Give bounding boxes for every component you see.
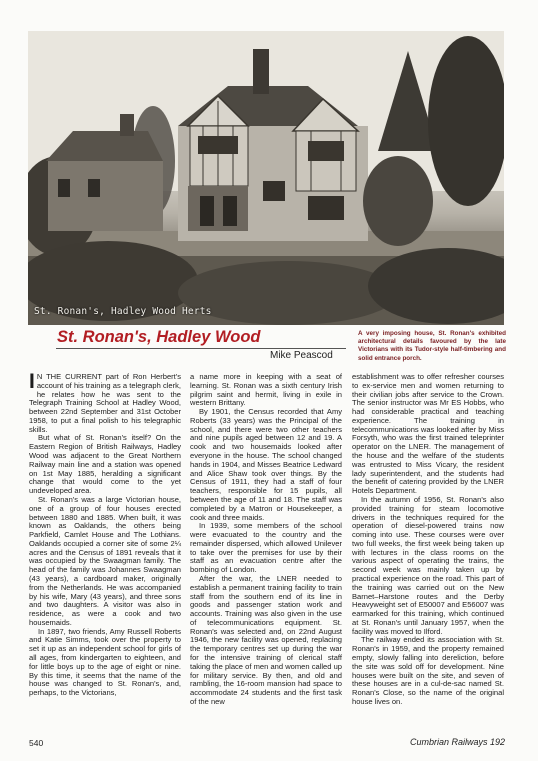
article-paragraph: establishment was to offer refresher courses to ex-service men and women returning to their civilian jobs after service to the Crown. The senior instructor was Mr ES Hobbs, who had considerable practical and teaching experience. The training in telecommunications was looked after by Miss Forsyth, who was the first trained teleprinter operator on the LNER. The management of the house and the welfare of the students was entrusted to Miss Vicary, the resident lady superintendent, and the students had the benefit of catering provided by the LNER Hotels Department. — [352, 372, 504, 496]
article-column-1 — [29, 370, 181, 698]
photo-side-caption: A very imposing house, St. Ronan's exhibited architectural details favoured by the late Victorians with its Tudor-style half-timbering and solid entrance porch. — [358, 330, 506, 362]
article-author: Mike Peascod — [270, 350, 333, 361]
article-paragraph: In the autumn of 1956, St. Ronan's also provided training for steam locomotive drivers in the techniques required for the operation of diesel-powered trains now coming into use. These courses were over two full weeks, the first week being taken up with lectures in the class rooms on the various aspect of operating the trains, the second week was mainly taken up by practical experience on the road. This part of the training was carried out on the New Barnet–Harstone routes and the Derby Heavyweight set of E50007 and E56007 was earmarked for this training, which continued at St. Ronan's until January 1957, when the facility was moved to Ilford. — [352, 494, 504, 636]
article-paragraph: In 1897, two friends, Amy Russell Roberts and Katie Simms, took over the property to set it up as an independent school for girls of all ages, from kindergarten to eighteen, and for little boys up to the age of eight or nine. By this time, it seems that the name of the house was changed to St. Ronan's, and, perhaps, to the Victorians, — [29, 626, 181, 698]
article-paragraph: In 1939, some members of the school were evacuated to the country and the remainder dispersed, which allowed Unilever to take over the premises for use by their staff as an evacuation centre after the bombing of London. — [190, 521, 342, 575]
article-paragraph: a name more in keeping with a seat of learning. St. Ronan was a sixth century Irish pilgrim saint and hermit, living in exile in western Brittany. — [190, 372, 342, 408]
article-title: St. Ronan's, Hadley Wood — [57, 328, 261, 346]
article-column-2 — [190, 373, 342, 707]
article-paragraph: St. Ronan's was a large Victorian house, one of a group of four houses erected between 1880 and 1885. When built, it was known as Oaklands, the others being Parkfield, Camlet House and The Lothians. Oaklands occupied a corner site of some 2¼ acres and the Census of 1891 reveals that it was occupied by the Swaagman family. The head of the family was Johannes Swaagman (43 years), a cardboard maker, originally from the Netherlands. He was accompanied by his wife, Mary (43 years), and three sons and two daughters. A visitor was also in residence, as were a cook and two housemaids. — [29, 494, 181, 627]
journal-issue: Cumbrian Railways 192 — [409, 737, 505, 747]
article-paragraph: The railway ended its association with St. Ronan's in 1959, and the property remained empty, slowly falling into dereliction, before the site was sold off for development. Nine houses were built on the site, and seven of these houses are in a cul-de-sac named St. Ronan's Close, so the name of the original house lives on. — [352, 635, 504, 706]
article-paragraph: I N THE CURRENT part of Ron Herbert's account of his training as a telegraph clerk, he relates how he was sent to the Telegraph Training School at Hadley Wood, between 22nd September and 31st October 1958, to put a final polish to his telegraphic skills. — [29, 370, 181, 434]
house-photo — [28, 31, 504, 325]
page-number: 540 — [29, 738, 44, 748]
title-divider — [56, 348, 346, 349]
house-photo-drawing — [28, 31, 504, 325]
article-paragraph: By 1901, the Census recorded that Amy Roberts (33 years) was the Principal of the school, and there were two other teachers and nine pupils aged between 12 and 19. A cook and two housemaids looked after everyone in the house. The school changed hands in 1904, and Misses Beatrice Ledward and Alice Shaw took over things. By the Census of 1911, they had a staff of four teachers, responsible for 15 pupils, all between the age of 11 and 18. The staff was completed by a Matron or Housekeeper, a cook and three maids. — [190, 407, 342, 522]
photo-caption: St. Ronan's, Hadley Wood Herts — [34, 306, 212, 317]
drop-cap: I — [29, 370, 35, 393]
article-paragraph: After the war, the LNER needed to establish a permanent training facility to train staff from the southern end of its line in goods and passenger station work and accounts. Training was also given in the use of telecommunications equipment. St. Ronan's was selected and, on 22nd August 1946, the new facility was opened, replacing the temporary centres set up during the war for the intensive training of clerical staff taking the place of men and women called up for military service. By then, and old and rambling, the 16-room mansion had space to accommodate 24 students and the first task of the new — [190, 573, 342, 706]
article-column-3 — [352, 373, 504, 707]
article-paragraph: But what of St. Ronan's itself? On the Eastern Region of British Railways, Hadley Wood was adjacent to the Great Northern Railway main line and a station was opened on 1st May 1885, heralding a significant change that would come to the yet undeveloped area. — [29, 433, 181, 496]
